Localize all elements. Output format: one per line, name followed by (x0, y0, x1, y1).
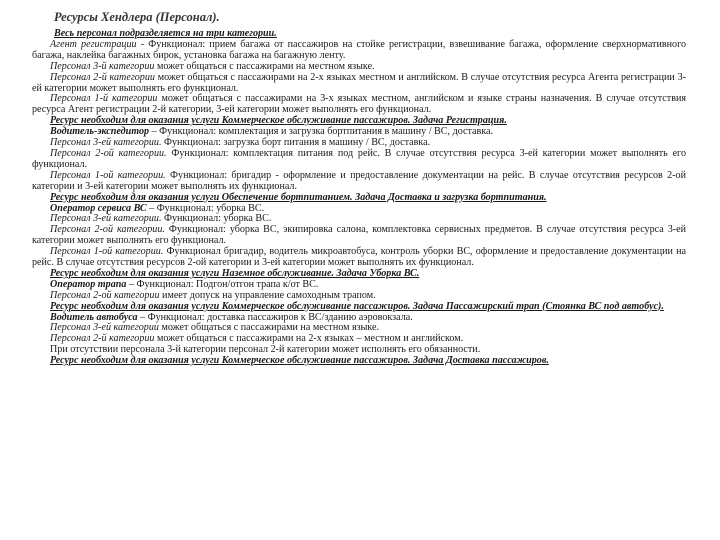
role-label: Персонал 2-ой категории. (50, 224, 165, 236)
role-label: Персонал 2-й категории (50, 333, 155, 345)
requirement-line: Ресурс необходим для оказания услуги Наземное обслуживание. Задача Уборка ВС. (50, 267, 420, 279)
role-text: – Функционал: доставка пассажиров к ВС/зданию аэровокзала. (137, 311, 413, 323)
role-label: Водитель-экспедитор (50, 126, 150, 138)
paragraph-category (32, 73, 686, 95)
document-page (32, 10, 686, 367)
role-text: может общаться с пассажирами на 3-х языках местном, английском и языке страны назначения. В случае отсутствия ресурса Агент регистрации 2-й категории, 3-ей категории может выполнять его функционал. (32, 93, 686, 116)
paragraph-category (32, 94, 686, 116)
role-text: Функционал бригадир, водитель микроавтобуса, контроль уборки ВС, оформление и предоставление документации на рейс. В случае отсутствия ресурсов 2-ой категории и 3-ей категории может выполнять их функционал. (32, 246, 686, 269)
role-label: Персонал 2-ой категории (50, 289, 160, 301)
requirement-line: Ресурс необходим для оказания услуги Обеспечение бортпитанием. Задача Доставка и загрузка бортпитания. (50, 191, 547, 203)
requirement-line: Ресурс необходим для оказания услуги Коммерческое обслуживание пассажиров. Задача Доставка пассажиров. (50, 355, 549, 367)
role-label: Персонал 2-й категории (50, 71, 155, 83)
role-text: может общаться с пассажирами на местном языке. (158, 322, 380, 334)
role-label: Персонал 1-ой категории. (50, 246, 164, 258)
role-label: Водитель автобуса (50, 311, 138, 323)
role-text: – Функционал: комплектация и загрузка бортпитания в машину / ВС, доставка. (149, 126, 494, 138)
paragraph-category (32, 171, 686, 193)
role-text: имеет допуск на управление самоходным трапом. (159, 289, 376, 301)
role-label: Персонал 3-й категории (50, 60, 155, 72)
role-text: Функционал: комплектация питания под рейс. В случае отсутствия ресурса 3-ей категории может выполнять его функционал. (32, 147, 686, 170)
role-label: Персонал 3-ей категории. (50, 137, 162, 149)
role-label: Персонал 1-й категории (50, 93, 158, 105)
role-label: Персонал 1-ой категории. (50, 169, 166, 181)
paragraph-agent (32, 40, 686, 62)
requirement-line: Ресурс необходим для оказания услуги Коммерческое обслуживание пассажиров. Задача Регистрация. (50, 115, 507, 127)
paragraph-category (32, 247, 686, 269)
page-title: Ресурсы Хендлера (Персонал). (54, 10, 220, 24)
role-label: Персонал 2-ой категории. (50, 147, 167, 159)
subtitle: Весь персонал подразделяется на три категории. (54, 28, 277, 39)
paragraph-category (32, 225, 686, 247)
role-text: Функционал: бригадир - оформление и предоставление документации на рейс. В случае отсутствия ресурсов 2-ой категории и 3-ей категории может выполнять их функционал. (32, 169, 686, 192)
role-label: Агент регистрации (50, 38, 137, 50)
role-text: Функционал: загрузка борт питания в машину / ВС, доставка. (161, 137, 431, 149)
role-text: Функционал: уборка ВС. (161, 213, 272, 225)
role-text: – Функционал: Подгон/отгон трапа к/от ВС. (126, 278, 319, 290)
role-text: Функционал: уборка ВС, экипировка салона, комплектовка сервисных предметов. В случае отсутствия ресурса 3-ей категории может выполнять его функционал. (32, 224, 686, 247)
paragraph-category (32, 149, 686, 171)
role-text: - Функционал: прием багажа от пассажиров на стойке регистрации, взвешивание багажа, оформление сверхнормативного багажа, наклейка багажных бирок, установка багажа на багажную ленту. (32, 38, 687, 61)
role-text: может общаться с пассажирами на местном языке. (154, 60, 375, 72)
paragraph-note: При отсутствии персонала 3-й категории персонал 2-й категории может исполнять его обязанности. (50, 344, 481, 356)
role-label: Оператор трапа (50, 278, 127, 290)
requirement-line: Ресурс необходим для оказания услуги Коммерческое обслуживание пассажиров. Задача Пассажирский трап (Стоянка ВС под автобус). (50, 300, 664, 312)
role-text: – Функционал: уборка ВС. (146, 202, 265, 214)
role-label: Персонал 3-ей категории. (50, 213, 162, 225)
role-label: Персонал 3-ей категории (50, 322, 159, 334)
role-label: Оператор сервиса ВС (50, 202, 147, 214)
role-text: может общаться с пассажирами на 2-х языках местном и английском. В случае отсутствия ресурса Агента регистрации 3-ей категории может выполнять его функционал. (32, 71, 686, 94)
role-text: может общаться с пассажирами на 2-х языках – местном и английском. (154, 333, 464, 345)
